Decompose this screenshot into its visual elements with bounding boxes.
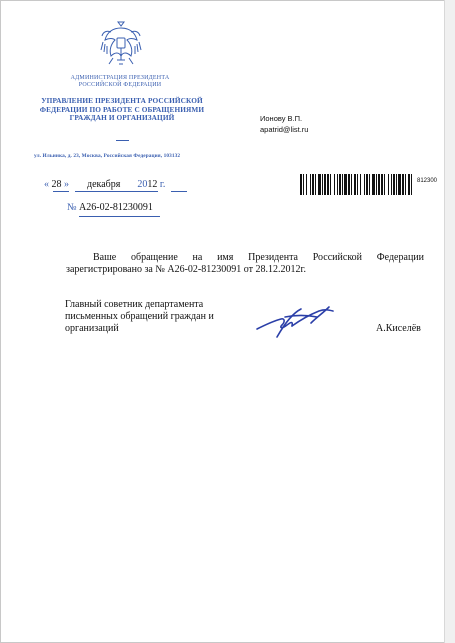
barcode-bar xyxy=(376,174,377,195)
scrollbar[interactable] xyxy=(444,0,455,643)
date-century: 20 xyxy=(137,179,148,190)
date-open-quote: « xyxy=(44,179,49,190)
signer-name: А.Киселёв xyxy=(376,323,421,334)
barcode-bar xyxy=(384,174,385,195)
double-headed-eagle-emblem-icon xyxy=(99,20,143,68)
number-symbol: № xyxy=(67,202,77,213)
registration-number-line xyxy=(67,202,153,213)
barcode-bar xyxy=(396,174,397,195)
recipient-email: apatrid@list.ru xyxy=(260,125,309,134)
recipient-name: Ионову В.П. xyxy=(260,114,303,123)
barcode-bar xyxy=(337,174,338,195)
barcode-bar xyxy=(339,174,341,195)
letter-body xyxy=(66,252,424,276)
date-month-underline xyxy=(75,191,158,192)
barcode-bar xyxy=(411,174,412,195)
barcode-bar xyxy=(322,174,323,195)
barcode-bar xyxy=(318,174,321,195)
department-heading: УПРАВЛЕНИЕ ПРЕЗИДЕНТА РОССИЙСКОЙ ФЕДЕРАЦИИ ПО РАБОТЕ С ОБРАЩЕНИЯМИ ГРАЖДАН И ОРГАНИЗАЦИЙ xyxy=(39,96,205,123)
barcode-bar xyxy=(344,174,347,195)
barcode-bar xyxy=(378,174,380,195)
signer-title: Главный советник департамента письменных обращений граждан и организаций xyxy=(65,299,214,334)
administration-heading: АДМИНИСТРАЦИЯ ПРЕЗИДЕНТА РОССИЙСКОЙ ФЕДЕРАЦИИ xyxy=(70,75,170,88)
barcode-bar xyxy=(357,174,358,195)
barcode-bar xyxy=(342,174,343,195)
barcode-bar xyxy=(315,174,316,195)
barcode-bar xyxy=(330,174,331,195)
barcode-bar xyxy=(303,174,304,195)
registration-number: А26-02-81230091 xyxy=(79,202,153,213)
date-suffix: г. xyxy=(159,179,166,190)
barcode-bar xyxy=(369,174,370,195)
barcode-bar xyxy=(334,174,335,195)
barcode-bar xyxy=(402,174,404,195)
date-year: 12 xyxy=(147,179,158,190)
barcode-bar xyxy=(306,174,307,195)
date-close-quote: » xyxy=(64,179,69,190)
barcode-bar xyxy=(354,174,356,195)
barcode-bar xyxy=(405,174,406,195)
barcode-bar xyxy=(364,174,365,195)
heading-divider xyxy=(116,140,129,141)
number-underline xyxy=(79,216,160,217)
barcode-bar xyxy=(312,174,314,195)
barcode-bar xyxy=(310,174,311,195)
date-year-underline xyxy=(171,191,187,192)
barcode-bar xyxy=(372,174,375,195)
date-month: декабря xyxy=(87,179,121,190)
barcode xyxy=(300,174,412,195)
barcode-bar xyxy=(391,174,392,195)
date-line xyxy=(44,179,165,190)
barcode-bar xyxy=(381,174,383,195)
date-day: 28 xyxy=(51,179,62,190)
barcode-bar xyxy=(324,174,326,195)
barcode-bar xyxy=(393,174,395,195)
barcode-number: 812300 xyxy=(417,178,438,184)
barcode-bar xyxy=(408,174,410,195)
barcode-bar xyxy=(348,174,350,195)
barcode-bar xyxy=(300,174,302,195)
recipient-block xyxy=(260,113,308,135)
letterhead-address: ул. Ильинка, д. 23, Москва, Российская Федерация, 103132 xyxy=(34,153,181,159)
handwritten-signature xyxy=(255,303,335,339)
barcode-bar xyxy=(351,174,352,195)
barcode-bar xyxy=(327,174,329,195)
barcode-bar xyxy=(398,174,401,195)
barcode-bar xyxy=(360,174,361,195)
body-paragraph: Ваше обращение на имя Президента Российской Федерации зарегистрировано за № А26-02-81230091 от 28.12.2012г. xyxy=(66,252,424,275)
barcode-bar xyxy=(366,174,368,195)
date-day-underline xyxy=(53,191,69,192)
barcode-bar xyxy=(388,174,389,195)
